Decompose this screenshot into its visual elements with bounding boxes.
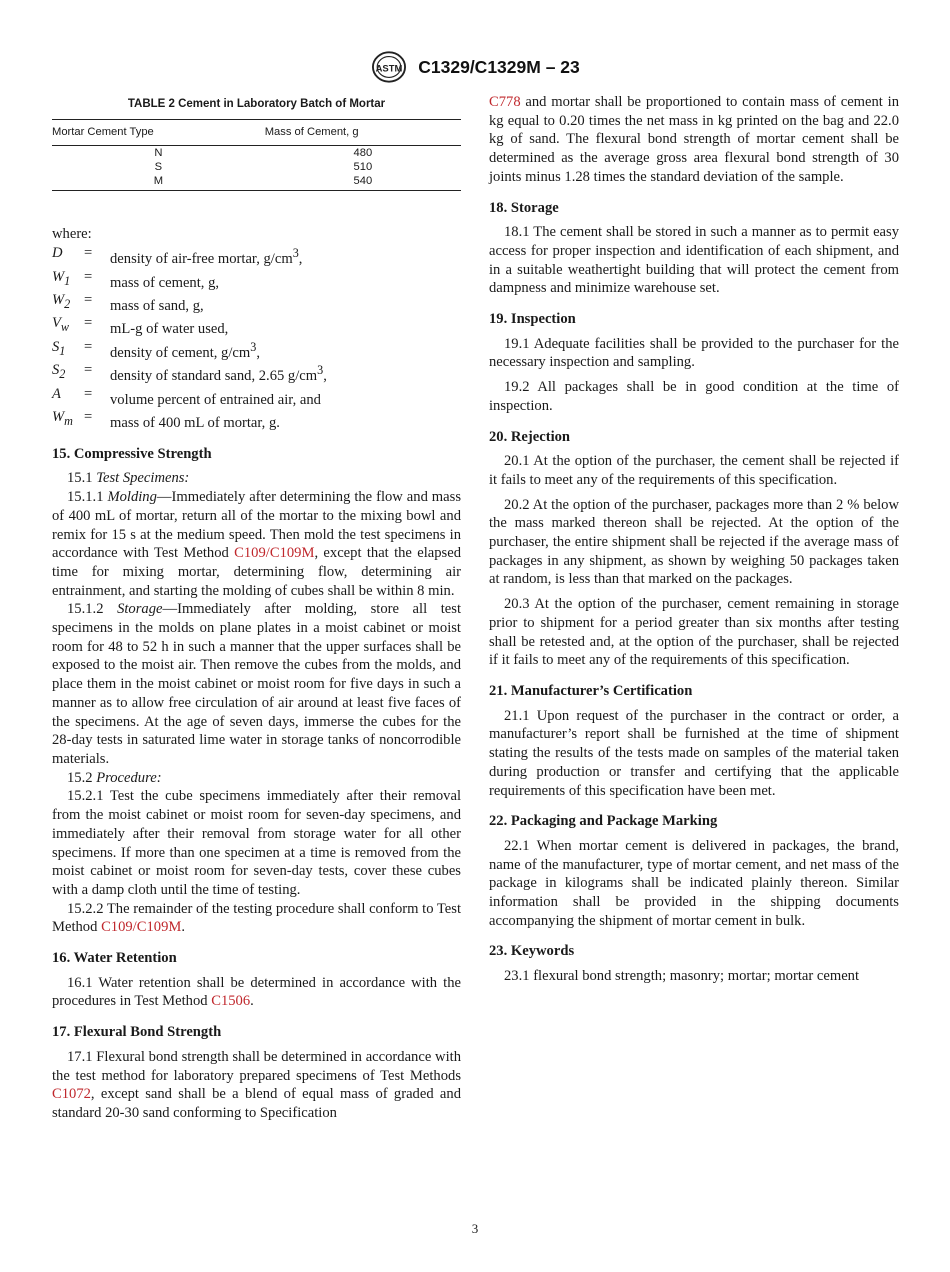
paragraph-20-2: 20.2 At the option of the purchaser, packages more than 2 % below the mass marked thereon shall be rejected. At the option of the purchaser, the entire shipment shall be rejected if the average mass of packages in any shipment, as shown by weighing 50 packages taken at random, is less than that marked on the packages. <box>489 496 899 588</box>
paragraph-15-2-2: 15.2.2 The remainder of the testing procedure shall conform to Test Method C109/C109M. <box>52 900 461 936</box>
section-heading-17: 17. Flexural Bond Strength <box>52 1024 222 1041</box>
table-col-type-header: Mortar Cement Type <box>52 119 265 146</box>
paragraph-17-1: 17.1 Flexural bond strength shall be determined in accordance with the test method for laboratory prepared specimens of Test Methods C1072, except sand shall be a blend of equal mass of graded and standard 20-30 sand conforming to Specification <box>52 1048 461 1121</box>
link-c1506[interactable]: C1506 <box>211 993 251 1010</box>
section-heading-21: 21. Manufacturer’s Certification <box>489 682 693 699</box>
link-c778[interactable]: C778 <box>489 94 521 110</box>
table-cell-type: S <box>154 161 163 174</box>
where-label: where: <box>52 226 92 243</box>
link-c1072[interactable]: C1072 <box>52 1086 91 1103</box>
section-heading-18: 18. Storage <box>489 199 559 216</box>
svg-text:ASTM: ASTM <box>375 63 403 75</box>
variable-row: $V_w$ = mL-g of water used, <box>52 315 229 338</box>
paragraph-22-1: 22.1 When mortar cement is delivered in packages, the brand, name of the manufacturer, type of mortar cement, and net mass of the package in kilograms shall be indicated plainly thereon. Similar information shall be provided in the shipping documents accompanying the shipment of mortar cement in bulk. <box>489 837 899 929</box>
section-heading-15: 15. Compressive Strength <box>52 445 212 462</box>
section-heading-22: 22. Packaging and Package Marking <box>489 813 718 830</box>
paragraph-15-1-2: 15.1.2 Storage—Immediately after molding, store all test specimens in the molds on plane plates in a moist cabinet or moist room for 48 to 52 h in such a manner that the upper surfaces shall be exposed to the moist air. Then remove the cubes from the molds, and place them in the moist cabinet or moist room for five days in such a manner as to allow free circulation of air around at least five faces of the specimens. At the age of seven days, immerse the cubes for the 28-day tests in saturated lime water in storage tanks of noncorrodible materials. <box>52 601 461 767</box>
paragraph-16-1: 16.1 Water retention shall be determined in accordance with the procedures in Test Method C1506. <box>52 974 461 1010</box>
paragraph-17-1-continued: C778 and mortar shall be proportioned to contain mass of cement in kg equal to 0.20 times the net mass in kg printed on the bag and 22.0 kg of sand. The flexural bond strength of mortar cement shall be determined as the average gross area flexural bond strength of 30 joints minus 1.28 times the standard deviation of the sample. <box>489 94 899 185</box>
page-header <box>0 50 950 84</box>
variable-row: $W_m$ = mass of 400 mL of mortar, g. <box>52 409 280 432</box>
astm-logo-icon <box>370 50 408 84</box>
table-col-mass-header: Mass of Cement, g <box>265 119 461 146</box>
paragraph-23-1: 23.1 flexural bond strength; masonry; mortar; mortar cement <box>504 968 860 985</box>
link-c109[interactable]: C109/C109M <box>101 919 182 936</box>
variable-row: $W_1$ = mass of cement, g, <box>52 268 220 291</box>
paragraph-15-2: 15.2 Procedure: <box>67 769 162 786</box>
right-column <box>489 93 899 986</box>
table-row <box>52 160 461 174</box>
table-cell-mass: 480 <box>353 147 373 160</box>
paragraph-21-1: 21.1 Upon request of the purchaser in the contract or order, a manufacturer’s report shall be furnished at the time of shipment stating the results of the tests made on samples of the material taken during production or transfer and certifying that the applicable requirements of this specification have been met. <box>489 707 899 799</box>
paragraph-18-1: 18.1 The cement shall be stored in such a manner as to permit easy access for proper inspection and identification of each shipment, and in a suitable weathertight building that will protect the cement from dampness and minimize warehouse set. <box>489 224 899 297</box>
link-c109[interactable]: C109/C109M <box>234 545 315 562</box>
paragraph-15-1-1: 15.1.1 Molding—Immediately after determining the flow and mass of 400 mL of mortar, return all of the mortar to the mixing bowl and remix for 15 s at the medium speed. Then mold the test specimens in accordance with Test Method C109/C109M, except that the elapsed time for mixing mortar, determining flow, determining air entrainment, and starting the molding of cubes shall be within 8 min. <box>52 489 461 599</box>
page-number: 3 <box>471 1221 479 1236</box>
section-heading-20: 20. Rejection <box>489 428 571 445</box>
table-row <box>52 174 461 191</box>
variable-row: $S_2$ = density of standard sand, 2.65 $g/cm^3$, <box>52 362 327 385</box>
paragraph-19-1: 19.1 Adequate facilities shall be provided to the purchaser for the necessary inspection and sampling. <box>489 335 899 371</box>
variable-row: D = density of air-free mortar, $g/cm^3$, <box>52 245 303 267</box>
left-column <box>52 92 461 1123</box>
variable-list <box>52 245 461 433</box>
table-cell-type: N <box>154 147 163 160</box>
section-heading-16: 16. Water Retention <box>52 950 177 967</box>
section-heading-19: 19. Inspection <box>489 311 576 328</box>
table-cell-mass: 540 <box>265 174 461 191</box>
standard-designation: C1329/C1329M – 23 <box>418 56 580 77</box>
paragraph-20-1: 20.1 At the option of the purchaser, the cement shall be rejected if it fails to meet any of the requirements of this specification. <box>489 453 899 488</box>
table-row <box>52 146 461 161</box>
table-2-title: TABLE 2 Cement in Laboratory Batch of Mortar <box>127 98 386 110</box>
section-heading-23: 23. Keywords <box>489 943 575 960</box>
variable-row: A = volume percent of entrained air, and <box>52 385 321 408</box>
variable-row: $W_2$ = mass of sand, g, <box>52 292 204 314</box>
variable-row: $S_1$ = density of cement, $g/cm^3$, <box>52 338 260 361</box>
paragraph-20-3: 20.3 At the option of the purchaser, cement remaining in storage prior to shipment for a period greater than six months after testing shall be retested and, at the option of the purchaser, shall be rejected if it fails to meet any of the requirements of this specification. <box>489 596 899 669</box>
paragraph-15-1: 15.1 Test Specimens: <box>67 470 190 487</box>
table-2 <box>52 119 461 192</box>
paragraph-19-2: 19.2 All packages shall be in good condition at the time of inspection. <box>489 379 899 414</box>
table-cell-mass: 510 <box>353 161 373 174</box>
table-cell-type: M <box>52 174 265 191</box>
paragraph-15-2-1: 15.2.1 Test the cube specimens immediately after their removal from the moist cabinet or moist room for seven-day specimens, and immediately after their removal from storage water for all other specimens. If more than one specimen at a time is removed from the moist cabinet or moist room for seven-day tests, cover these cubes with a damp cloth until the time of testing. <box>52 788 461 898</box>
